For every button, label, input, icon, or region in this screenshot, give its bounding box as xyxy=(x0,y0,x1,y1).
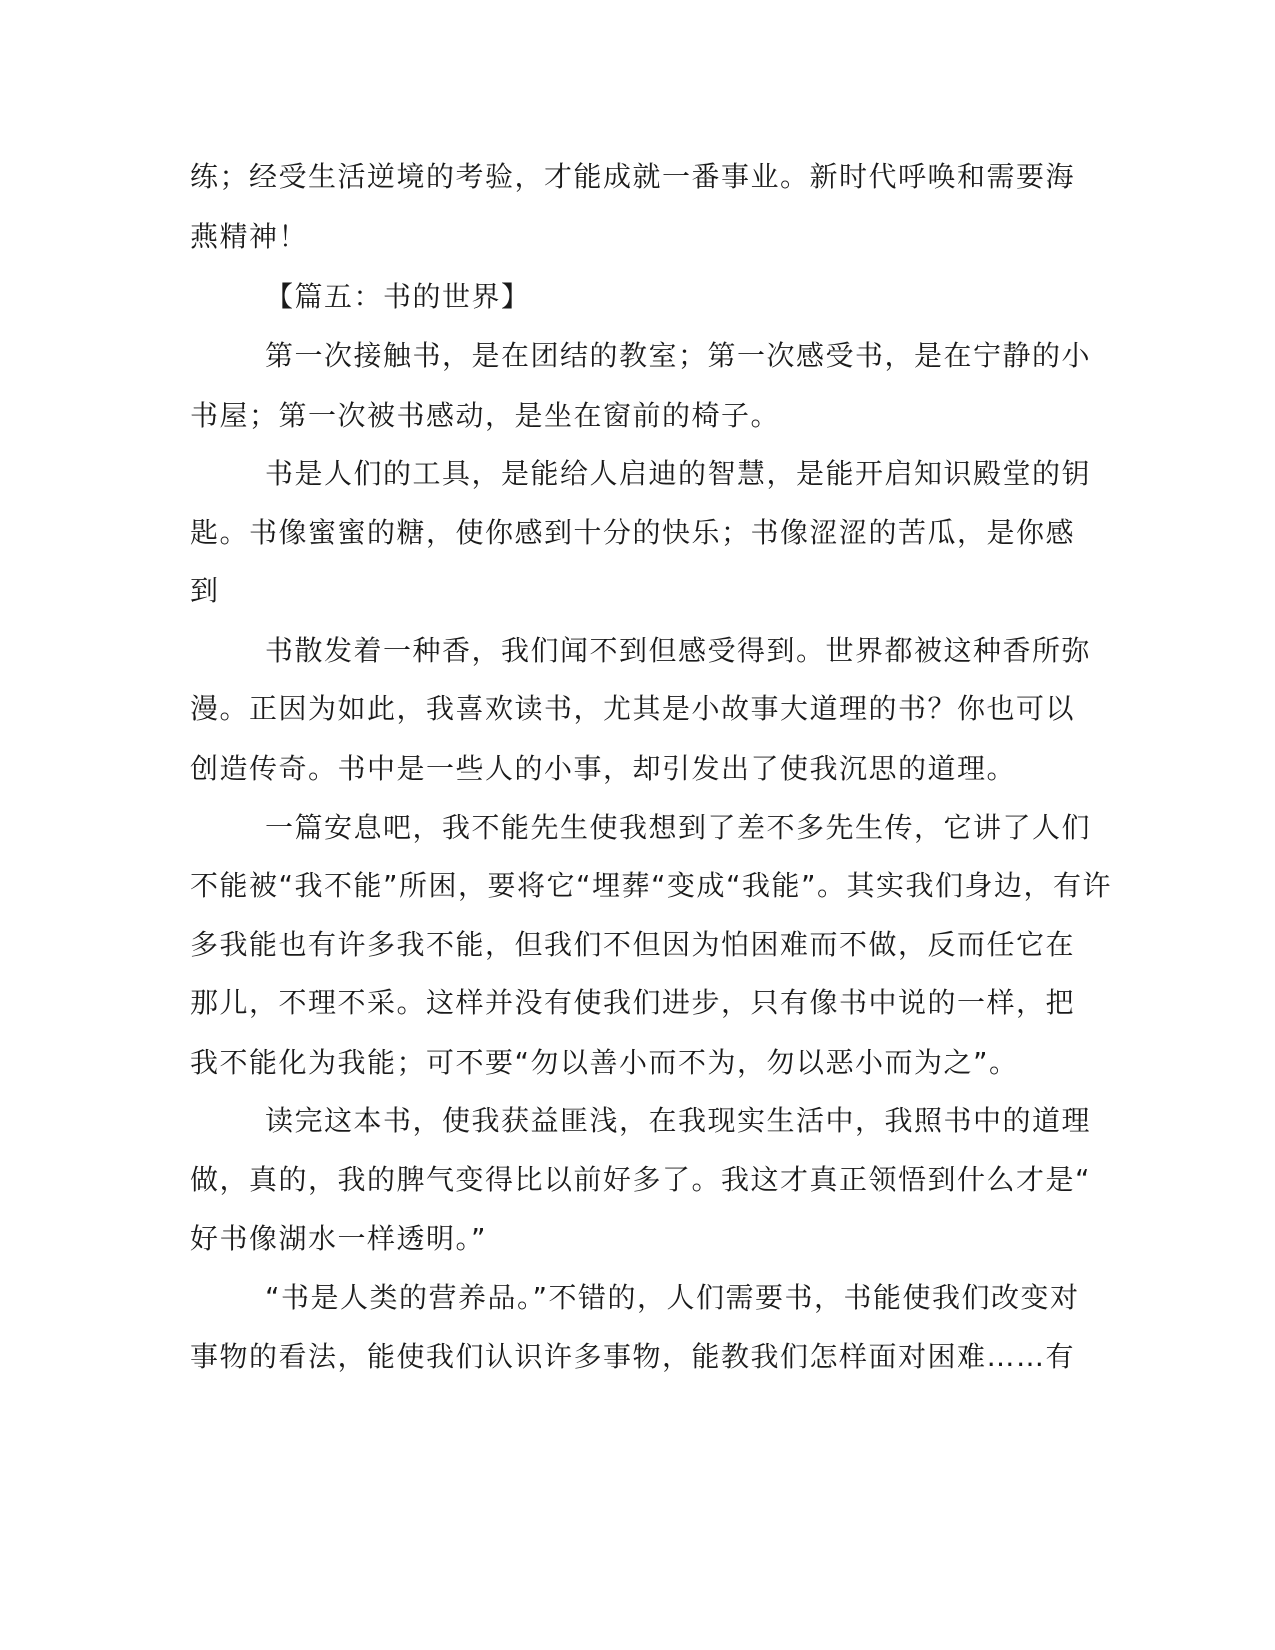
text-line: 做，真的，我的脾气变得比以前好多了。我这才真正领悟到什么才是“ xyxy=(190,1163,1092,1196)
text-line: 匙。书像蜜蜜的糖，使你感到十分的快乐；书像涩涩的苦瓜，是你感 xyxy=(190,516,1076,549)
text-line: 到 xyxy=(190,574,220,607)
text-line: 好书像湖水一样透明。” xyxy=(190,1222,488,1255)
paragraph-first-line: “书是人类的营养品。”不错的，人们需要书，书能使我们改变对 xyxy=(265,1281,1080,1314)
text-line: 我不能化为我能；可不要“勿以善小而不为，勿以恶小而为之”。 xyxy=(190,1046,1019,1079)
paragraph-first-line: 一篇安息吧，我不能先生使我想到了差不多先生传，它讲了人们 xyxy=(265,811,1092,844)
text-line: 练；经受生活逆境的考验，才能成就一番事业。新时代呼唤和需要海 xyxy=(190,160,1076,193)
text-line: 燕精神！ xyxy=(190,220,309,253)
paragraph-first-line: 读完这本书，使我获益匪浅，在我现实生活中，我照书中的道理 xyxy=(265,1104,1092,1137)
text-line: 书屋；第一次被书感动，是坐在窗前的椅子。 xyxy=(190,399,781,432)
paragraph-first-line: 书是人们的工具，是能给人启迪的智慧，是能开启知识殿堂的钥 xyxy=(265,457,1092,490)
text-line: 不能被“我不能”所困，要将它“埋葬“变成“我能”。其实我们身边，有许 xyxy=(190,869,1113,902)
text-line: 多我能也有许多我不能，但我们不但因为怕困难而不做，反而任它在 xyxy=(190,928,1076,961)
text-line: 创造传奇。书中是一些人的小事，却引发出了使我沉思的道理。 xyxy=(190,752,1017,785)
text-line: 事物的看法，能使我们认识许多事物，能教我们怎样面对困难……有 xyxy=(190,1340,1076,1373)
text-line: 那儿，不理不采。这样并没有使我们进步，只有像书中说的一样，把 xyxy=(190,986,1076,1019)
section-heading: 【篇五：书的世界】 xyxy=(265,280,531,313)
text-line: 漫。正因为如此，我喜欢读书，尤其是小故事大道理的书？你也可以 xyxy=(190,692,1076,725)
paragraph-first-line: 第一次接触书，是在团结的教室；第一次感受书，是在宁静的小 xyxy=(265,339,1092,372)
paragraph-first-line: 书散发着一种香，我们闻不到但感受得到。世界都被这种香所弥 xyxy=(265,634,1092,667)
